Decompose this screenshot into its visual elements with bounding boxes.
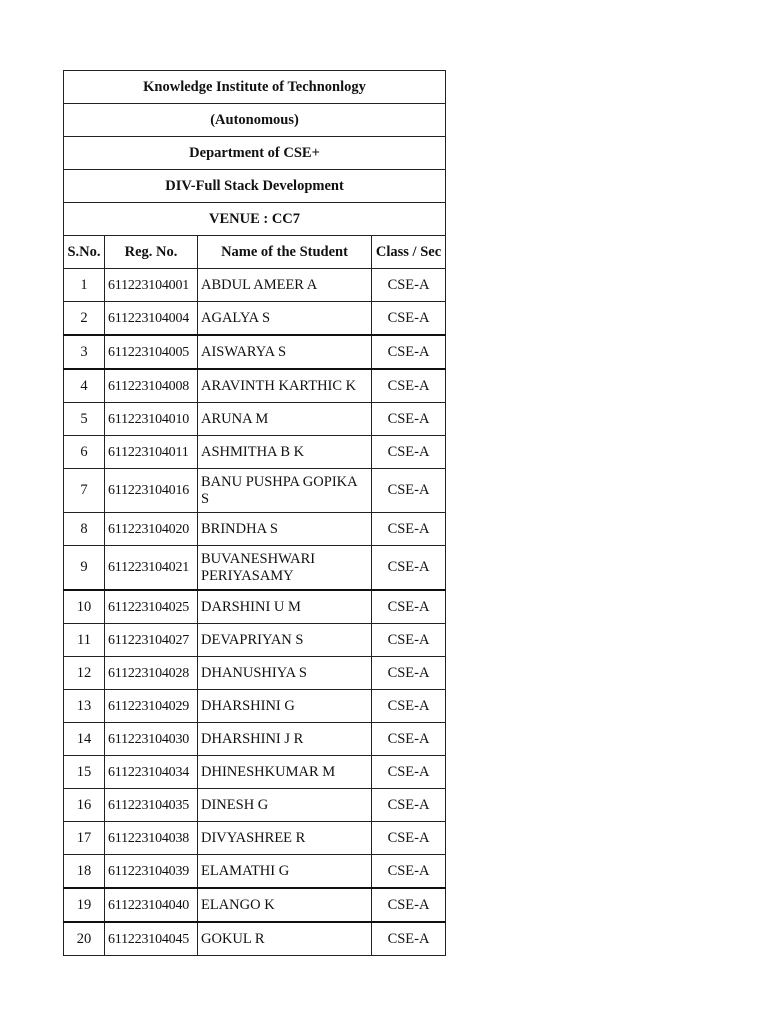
column-header-reg: Reg. No. xyxy=(105,236,198,269)
cell-student-name: ABDUL AMEER A xyxy=(198,269,372,302)
header-row-venue xyxy=(64,203,446,236)
cell-reg-no: 611223104011 xyxy=(105,436,198,469)
cell-reg-no: 611223104034 xyxy=(105,756,198,789)
cell-sno: 4 xyxy=(64,369,105,403)
cell-student-name: ELANGO K xyxy=(198,888,372,922)
cell-reg-no: 611223104021 xyxy=(105,546,198,591)
student-list-body xyxy=(64,71,446,956)
header-row-status xyxy=(64,104,446,137)
cell-student-name: DEVAPRIYAN S xyxy=(198,624,372,657)
table-row xyxy=(64,513,446,546)
cell-student-name: DINESH G xyxy=(198,789,372,822)
cell-sno: 19 xyxy=(64,888,105,922)
cell-student-name: AGALYA S xyxy=(198,302,372,336)
cell-class-sec: CSE-A xyxy=(372,922,446,956)
cell-reg-no: 611223104045 xyxy=(105,922,198,956)
cell-class-sec: CSE-A xyxy=(372,822,446,855)
cell-class-sec: CSE-A xyxy=(372,546,446,591)
table-row xyxy=(64,302,446,336)
cell-class-sec: CSE-A xyxy=(372,624,446,657)
institute-status: (Autonomous) xyxy=(64,104,446,137)
table-row xyxy=(64,546,446,591)
cell-reg-no: 611223104001 xyxy=(105,269,198,302)
cell-student-name: DHARSHINI J R xyxy=(198,723,372,756)
cell-reg-no: 611223104025 xyxy=(105,590,198,624)
table-row xyxy=(64,690,446,723)
cell-class-sec: CSE-A xyxy=(372,855,446,889)
cell-sno: 5 xyxy=(64,403,105,436)
cell-reg-no: 611223104020 xyxy=(105,513,198,546)
cell-reg-no: 611223104029 xyxy=(105,690,198,723)
cell-class-sec: CSE-A xyxy=(372,789,446,822)
division-name: DIV-Full Stack Development xyxy=(64,170,446,203)
cell-sno: 13 xyxy=(64,690,105,723)
cell-class-sec: CSE-A xyxy=(372,302,446,336)
cell-reg-no: 611223104008 xyxy=(105,369,198,403)
table-row xyxy=(64,822,446,855)
cell-class-sec: CSE-A xyxy=(372,469,446,513)
cell-sno: 3 xyxy=(64,335,105,369)
cell-class-sec: CSE-A xyxy=(372,269,446,302)
cell-sno: 1 xyxy=(64,269,105,302)
table-row xyxy=(64,403,446,436)
column-header-class: Class / Sec xyxy=(372,236,446,269)
cell-sno: 10 xyxy=(64,590,105,624)
table-row xyxy=(64,922,446,956)
cell-student-name: ELAMATHI G xyxy=(198,855,372,889)
cell-student-name: BUVANESHWARI PERIYASAMY xyxy=(198,546,372,591)
table-row xyxy=(64,855,446,889)
institute-name: Knowledge Institute of Technonlogy xyxy=(64,71,446,104)
cell-reg-no: 611223104016 xyxy=(105,469,198,513)
cell-student-name: DIVYASHREE R xyxy=(198,822,372,855)
cell-sno: 18 xyxy=(64,855,105,889)
cell-student-name: BANU PUSHPA GOPIKA S xyxy=(198,469,372,513)
cell-student-name: DHINESHKUMAR M xyxy=(198,756,372,789)
cell-class-sec: CSE-A xyxy=(372,888,446,922)
cell-student-name: ARAVINTH KARTHIC K xyxy=(198,369,372,403)
cell-class-sec: CSE-A xyxy=(372,690,446,723)
cell-sno: 7 xyxy=(64,469,105,513)
cell-student-name: DARSHINI U M xyxy=(198,590,372,624)
column-header-name: Name of the Student xyxy=(198,236,372,269)
cell-class-sec: CSE-A xyxy=(372,335,446,369)
cell-reg-no: 611223104005 xyxy=(105,335,198,369)
table-row xyxy=(64,269,446,302)
cell-sno: 8 xyxy=(64,513,105,546)
cell-sno: 17 xyxy=(64,822,105,855)
department-name: Department of CSE+ xyxy=(64,137,446,170)
cell-reg-no: 611223104027 xyxy=(105,624,198,657)
cell-student-name: GOKUL R xyxy=(198,922,372,956)
cell-sno: 6 xyxy=(64,436,105,469)
cell-reg-no: 611223104039 xyxy=(105,855,198,889)
cell-reg-no: 611223104040 xyxy=(105,888,198,922)
cell-sno: 12 xyxy=(64,657,105,690)
cell-reg-no: 611223104028 xyxy=(105,657,198,690)
cell-sno: 9 xyxy=(64,546,105,591)
table-row xyxy=(64,888,446,922)
header-row-institute xyxy=(64,71,446,104)
cell-class-sec: CSE-A xyxy=(372,513,446,546)
cell-sno: 16 xyxy=(64,789,105,822)
cell-reg-no: 611223104030 xyxy=(105,723,198,756)
table-row xyxy=(64,436,446,469)
table-row xyxy=(64,756,446,789)
header-row-division xyxy=(64,170,446,203)
cell-reg-no: 611223104010 xyxy=(105,403,198,436)
cell-sno: 2 xyxy=(64,302,105,336)
table-row xyxy=(64,723,446,756)
cell-student-name: DHANUSHIYA S xyxy=(198,657,372,690)
venue-label: VENUE : CC7 xyxy=(64,203,446,236)
cell-reg-no: 611223104035 xyxy=(105,789,198,822)
student-list-table xyxy=(63,70,446,956)
cell-class-sec: CSE-A xyxy=(372,756,446,789)
table-row xyxy=(64,369,446,403)
cell-student-name: BRINDHA S xyxy=(198,513,372,546)
cell-student-name: AISWARYA S xyxy=(198,335,372,369)
cell-reg-no: 611223104004 xyxy=(105,302,198,336)
cell-sno: 15 xyxy=(64,756,105,789)
cell-student-name: DHARSHINI G xyxy=(198,690,372,723)
cell-class-sec: CSE-A xyxy=(372,723,446,756)
table-row xyxy=(64,469,446,513)
table-row xyxy=(64,789,446,822)
cell-sno: 14 xyxy=(64,723,105,756)
header-row-department xyxy=(64,137,446,170)
cell-class-sec: CSE-A xyxy=(372,369,446,403)
column-header-row xyxy=(64,236,446,269)
table-row xyxy=(64,657,446,690)
column-header-sno: S.No. xyxy=(64,236,105,269)
cell-class-sec: CSE-A xyxy=(372,403,446,436)
cell-reg-no: 611223104038 xyxy=(105,822,198,855)
cell-sno: 11 xyxy=(64,624,105,657)
table-row xyxy=(64,624,446,657)
cell-student-name: ARUNA M xyxy=(198,403,372,436)
cell-class-sec: CSE-A xyxy=(372,436,446,469)
cell-sno: 20 xyxy=(64,922,105,956)
table-row xyxy=(64,335,446,369)
cell-class-sec: CSE-A xyxy=(372,657,446,690)
table-row xyxy=(64,590,446,624)
cell-student-name: ASHMITHA B K xyxy=(198,436,372,469)
cell-class-sec: CSE-A xyxy=(372,590,446,624)
